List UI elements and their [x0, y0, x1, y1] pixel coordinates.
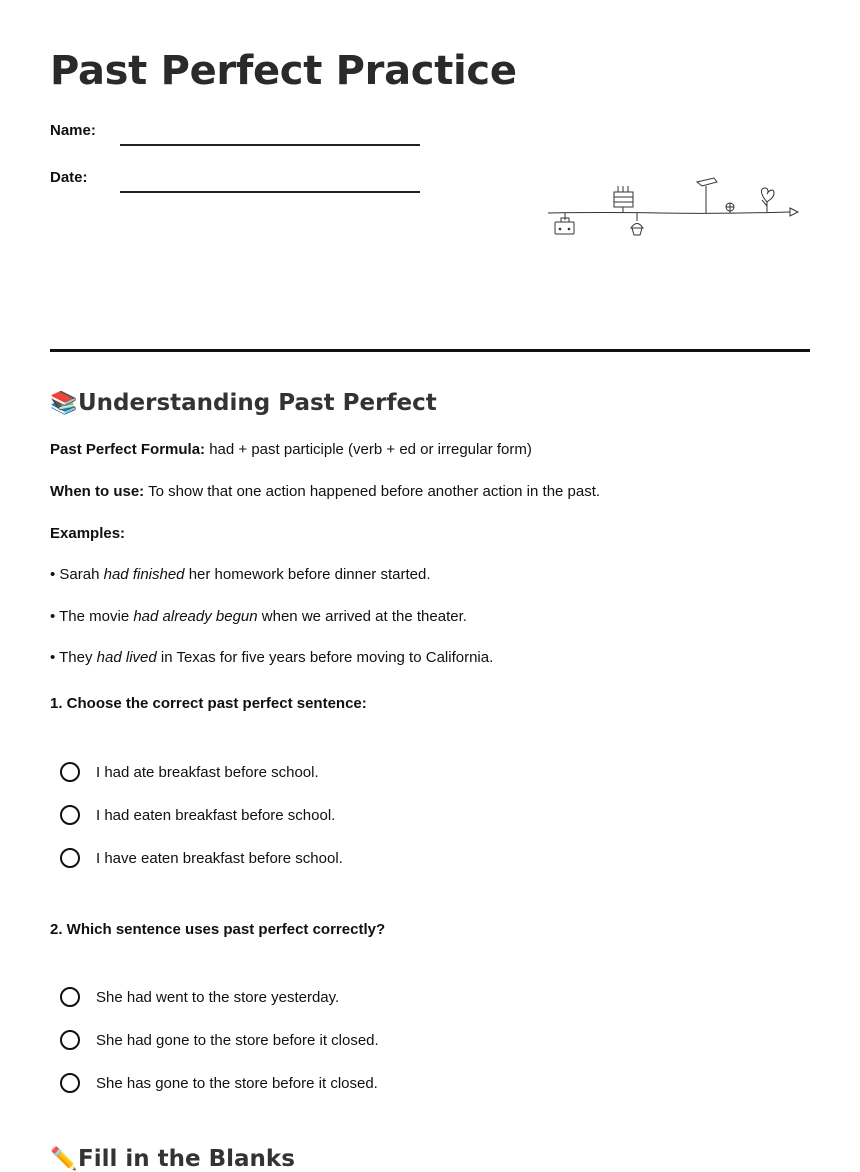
option-label: I had eaten breakfast before school. [96, 806, 336, 824]
section-heading-text: Fill in the Blanks [78, 1146, 295, 1172]
question-2-label: 2. Which sentence uses past perfect correctly? [50, 921, 386, 938]
examples-label: Examples: [50, 525, 126, 542]
example-item: • Sarah had finished her homework before dinner started. [50, 566, 431, 583]
question-1-label: 1. Choose the correct past perfect sentence: [50, 695, 367, 712]
timeline-illustration [540, 172, 805, 242]
formula-label: Past Perfect Formula: [50, 441, 206, 458]
heart-icon [761, 188, 774, 212]
section-heading-understanding [50, 390, 437, 416]
graduation-cap-icon [697, 178, 717, 213]
name-field[interactable] [50, 122, 96, 139]
question-1-option-1[interactable] [60, 759, 319, 785]
question-2-option-1[interactable] [60, 984, 339, 1010]
page-title: Past Perfect Practice [50, 48, 517, 94]
formula-text: had + past participle (verb + ed or irregular form) [205, 441, 532, 458]
date-field[interactable] [50, 169, 88, 186]
when-text: To show that one action happened before another action in the past. [144, 483, 601, 500]
option-label: I had ate breakfast before school. [96, 763, 319, 781]
cake-icon [614, 186, 633, 213]
radio-button[interactable] [60, 805, 80, 825]
option-label: I have eaten breakfast before school. [96, 849, 343, 867]
radio-button[interactable] [60, 848, 80, 868]
option-label: She has gone to the store before it closed. [96, 1074, 378, 1092]
section-heading-fill-in [50, 1146, 295, 1172]
question-2-option-2[interactable] [60, 1027, 379, 1053]
radio-button[interactable] [60, 1073, 80, 1093]
pencil-icon: ✏️ [50, 1147, 78, 1172]
radio-button[interactable] [60, 1030, 80, 1050]
question-1-option-3[interactable] [60, 845, 343, 871]
example-item: • The movie had already begun when we arrived at the theater. [50, 608, 467, 625]
name-line[interactable] [120, 144, 420, 146]
date-label: Date: [50, 169, 88, 186]
name-label: Name: [50, 122, 96, 139]
option-label: She had went to the store yesterday. [96, 988, 340, 1006]
flower-icon [726, 203, 734, 213]
cupcake-icon [631, 213, 643, 235]
example-item: • They had lived in Texas for five years before moving to California. [50, 649, 494, 666]
suitcase-icon [555, 213, 574, 234]
option-label: She had gone to the store before it closed. [96, 1031, 379, 1049]
divider [50, 349, 810, 352]
when-label: When to use: [50, 483, 145, 500]
radio-button[interactable] [60, 987, 80, 1007]
question-2-option-3[interactable] [60, 1070, 378, 1096]
date-line[interactable] [120, 191, 420, 193]
radio-button[interactable] [60, 762, 80, 782]
books-icon: 📚 [50, 391, 78, 416]
question-1-option-2[interactable] [60, 802, 335, 828]
when-paragraph [50, 483, 600, 500]
section-heading-text: Understanding Past Perfect [78, 390, 437, 416]
formula-paragraph [50, 441, 532, 458]
